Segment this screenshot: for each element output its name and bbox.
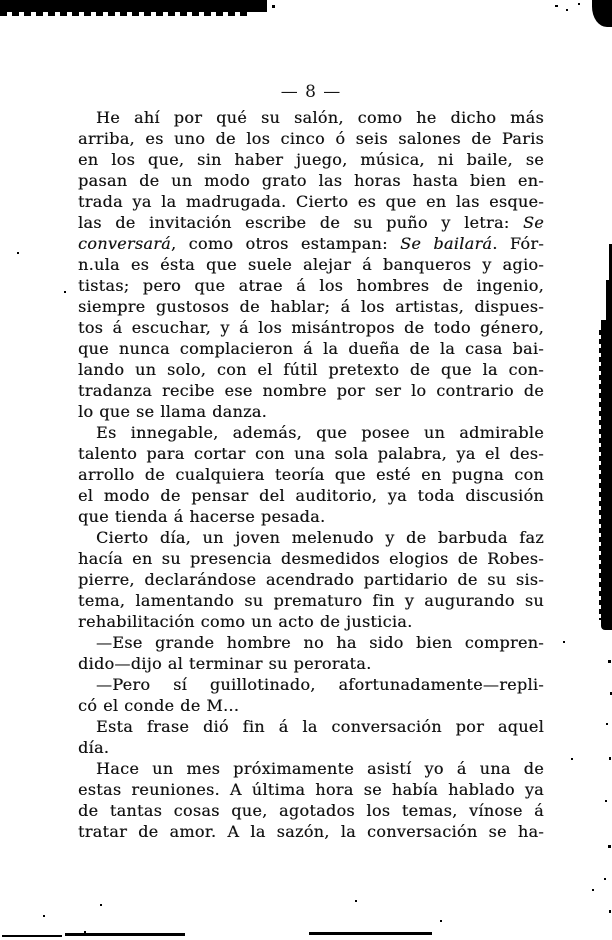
text-run: Esta frase dió fin á la conversación por aquel xyxy=(96,717,544,736)
text-line xyxy=(78,611,544,632)
scan-speck xyxy=(606,723,608,725)
scan-speck xyxy=(17,252,19,254)
text-run: siempre gustosos de hablar; á los artistas, dispues- xyxy=(78,297,544,316)
text-run: el modo de pensar del auditorio, ya toda discusión xyxy=(78,486,544,505)
text-run: que tienda á hacerse pesada. xyxy=(78,507,326,526)
scan-speck xyxy=(609,757,611,760)
scan-speck xyxy=(609,910,611,913)
scan-speck xyxy=(272,5,275,8)
text-run: tistas; pero que atrae á los hombres de ingenio, xyxy=(78,276,544,295)
text-run: tradanza recibe ese nombre por ser lo contrario de xyxy=(78,381,544,400)
scan-speck xyxy=(578,3,580,5)
text-line xyxy=(78,737,544,758)
text-line xyxy=(78,632,544,653)
text-run: en los que, sin haber juego, música, ni baile, se xyxy=(78,150,544,169)
text-line xyxy=(78,506,544,527)
text-run: lo que se llama danza. xyxy=(78,402,268,421)
text-run: , como otros estampan: xyxy=(171,234,401,253)
text-line xyxy=(78,779,544,800)
scan-artifact-bottom-line-1 xyxy=(2,935,62,937)
text-line xyxy=(78,674,544,695)
text-line xyxy=(78,527,544,548)
text-run: de tantas cosas que, agotados los temas, vínose á xyxy=(78,801,544,820)
text-run: estas reuniones. A última hora se había hablado ya xyxy=(78,780,544,799)
text-line xyxy=(78,149,544,170)
scan-speck xyxy=(355,900,357,902)
text-run: talento para cortar con una sola palabra, ya el des- xyxy=(78,444,544,463)
scan-speck xyxy=(605,800,607,802)
text-run: hacía en su presencia desmedidos elogios de Robes- xyxy=(78,549,544,568)
text-line xyxy=(78,590,544,611)
scan-speck xyxy=(84,931,86,933)
text-line xyxy=(78,548,544,569)
text-run: n.ula es ésta que suele alejar á banqueros y agio- xyxy=(78,255,544,274)
text-line xyxy=(78,695,544,716)
text-run: arriba, es uno de los cinco ó seis salones de Paris xyxy=(78,129,544,148)
text-line xyxy=(78,401,544,422)
text-run: tratar de amor. A la sazón, la conversación se ha- xyxy=(78,822,544,841)
text-line xyxy=(78,359,544,380)
italic-text-run: conversará xyxy=(78,234,171,253)
scan-speck xyxy=(563,641,565,643)
text-line xyxy=(78,128,544,149)
text-line xyxy=(78,485,544,506)
scan-artifact-bottom-line-3 xyxy=(309,932,432,935)
scan-artifact-right-bar-mid xyxy=(606,280,612,325)
text-line xyxy=(78,338,544,359)
page-text-block xyxy=(78,107,544,842)
text-line xyxy=(78,443,544,464)
page-number: — 8 — xyxy=(280,82,342,102)
text-run: pierre, declarándose acendrado partidario de su sis- xyxy=(78,570,544,589)
text-run: —Ese grande hombre no ha sido bien compren- xyxy=(96,633,544,652)
text-line xyxy=(78,800,544,821)
scan-artifact-corner-blob xyxy=(592,0,612,27)
scan-speck xyxy=(604,878,606,880)
text-line xyxy=(78,653,544,674)
italic-text-run: Se xyxy=(522,213,544,232)
text-line xyxy=(78,212,544,233)
text-line xyxy=(78,191,544,212)
text-run: —Pero sí guillotinado, afortunadamente—repli- xyxy=(96,675,544,694)
text-run: tos á escuchar, y á los misántropos de todo género, xyxy=(78,318,544,337)
text-run: lando un solo, con el fútil pretexto de que la con- xyxy=(78,360,544,379)
scan-speck xyxy=(440,920,442,922)
text-line xyxy=(78,716,544,737)
text-line xyxy=(78,275,544,296)
text-run: que nunca complacieron á la dueña de la casa bai- xyxy=(78,339,544,358)
text-line xyxy=(78,464,544,485)
text-run: rehabilitación como un acto de justicia. xyxy=(78,612,413,631)
text-line xyxy=(78,107,544,128)
text-run: Es innegable, además, que posee un admirable xyxy=(96,423,544,442)
scan-speck xyxy=(571,758,573,760)
text-run: Hace un mes próximamente asistí yo á una de xyxy=(96,759,544,778)
text-line xyxy=(78,254,544,275)
text-run: He ahí por qué su salón, como he dicho más xyxy=(96,108,544,127)
text-run: día. xyxy=(78,738,110,757)
scan-artifact-right-bar xyxy=(601,320,612,630)
text-run: tema, lamentando su prematuro fin y augurando su xyxy=(78,591,544,610)
text-run: arrollo de cualquiera teoría que esté en pugna con xyxy=(78,465,544,484)
scan-speck xyxy=(555,5,558,7)
scan-speck xyxy=(608,660,611,663)
text-run: pasan de un modo grato las horas hasta bien en- xyxy=(78,171,544,190)
text-run: trada ya la madrugada. Cierto es que en las esque- xyxy=(78,192,544,211)
text-line xyxy=(78,758,544,779)
text-run: las de invitación escribe de su puño y letra: xyxy=(78,213,523,232)
scan-speck xyxy=(100,904,102,906)
italic-text-run: Se bailará xyxy=(400,234,493,253)
scan-artifact-bottom-line-2 xyxy=(65,933,185,936)
text-line xyxy=(78,170,544,191)
scan-speck xyxy=(592,889,594,891)
text-run: Cierto día, un joven melenudo y de barbuda faz xyxy=(96,528,544,547)
text-line xyxy=(78,233,544,254)
scan-speck xyxy=(608,845,611,848)
text-run: có el conde de M... xyxy=(78,696,240,715)
scan-speck xyxy=(64,291,66,293)
scan-speck xyxy=(43,915,45,917)
text-line xyxy=(78,380,544,401)
text-line xyxy=(78,296,544,317)
scan-artifact-top-bar xyxy=(0,0,267,12)
text-run: dido—dijo al terminar su perorata. xyxy=(78,654,372,673)
text-line xyxy=(78,569,544,590)
text-run: . Fór- xyxy=(492,234,544,253)
text-line xyxy=(78,422,544,443)
scan-speck xyxy=(566,9,568,11)
text-line xyxy=(78,821,544,842)
text-line xyxy=(78,317,544,338)
scan-artifact-top-bar-fray xyxy=(0,12,252,16)
